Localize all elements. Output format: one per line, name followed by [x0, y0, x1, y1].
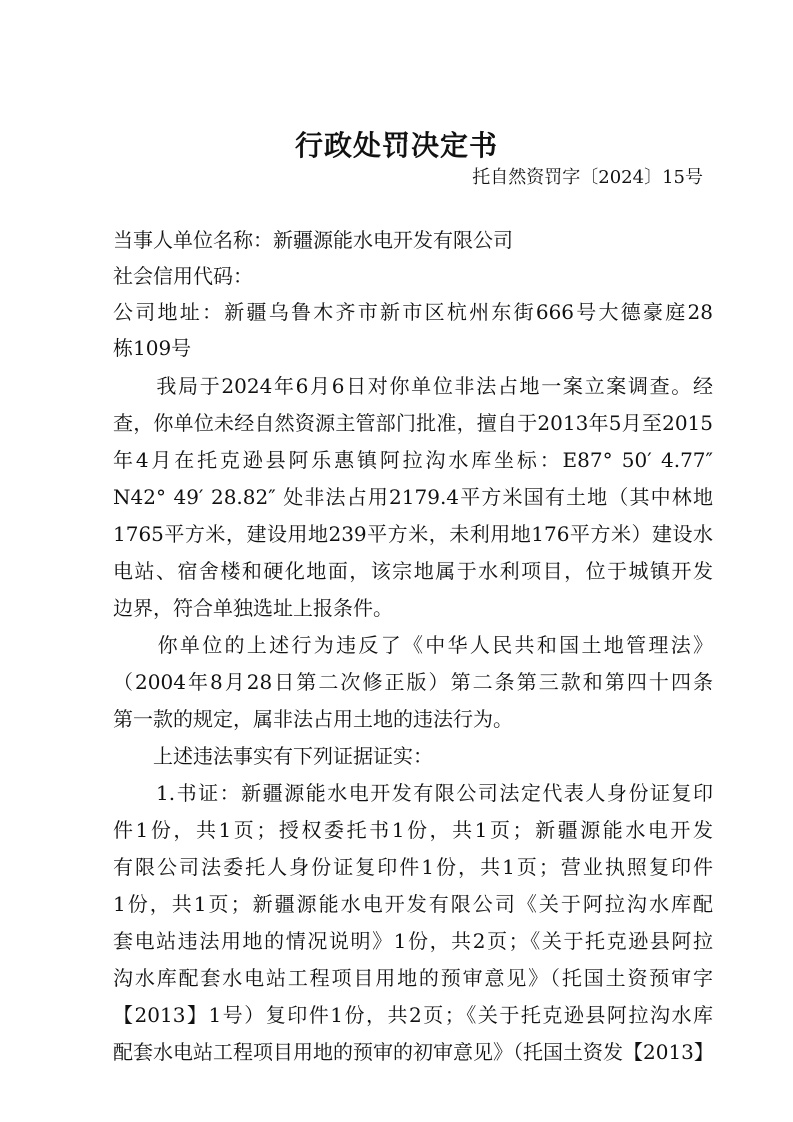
evidence-line: 1.书证：新疆源能水电开发有限公司法定代表人身份证复印 — [113, 781, 713, 805]
body-line: 年4月在托克逊县阿乐惠镇阿拉沟水库坐标：E87° 50′ 4.77″ — [113, 448, 713, 472]
body-line: 你单位的上述行为违反了《中华人民共和国土地管理法》 — [113, 633, 713, 657]
address-line-cont: 栋109号 — [113, 336, 192, 360]
evidence-line: 1份，共1页；新疆源能水电开发有限公司《关于阿拉沟水库配 — [113, 892, 713, 916]
body-line: 1765平方米，建设用地239平方米，未利用地176平方米）建设水 — [113, 522, 713, 546]
party-name-line: 当事人单位名称：新疆源能水电开发有限公司 — [113, 228, 513, 252]
body-line: 我局于2024年6月6日对你单位非法占地一案立案调查。经 — [113, 374, 713, 398]
body-line: 上述违法事实有下列证据证实： — [113, 744, 433, 768]
evidence-line: 有限公司法委托人身份证复印件1份，共1页；营业执照复印件 — [113, 855, 713, 879]
address-line: 公司地址：新疆乌鲁木齐市新市区杭州东街666号大德豪庭28 — [113, 300, 713, 324]
evidence-line: 配套水电站工程项目用地的预审的初审意见》（托国土资发【2013】 — [113, 1040, 714, 1064]
body-line: 电站、宿舍楼和硬化地面，该宗地属于水利项目，位于城镇开发 — [113, 559, 713, 583]
body-line: 查，你单位未经自然资源主管部门批准，擅自于2013年5月至2015 — [113, 411, 713, 435]
evidence-line: 件1份，共1页；授权委托书1份，共1页；新疆源能水电开发 — [113, 818, 713, 842]
evidence-line: 沟水库配套水电站工程项目用地的预审意见》（托国土资预审字 — [113, 966, 713, 990]
body-line: 边界，符合单独选址上报条件。 — [113, 596, 393, 620]
evidence-line: 【2013】1号）复印件1份，共2页；《关于托克逊县阿拉沟水库 — [113, 1003, 713, 1027]
body-line: （2004年8月28日第二次修正版）第二条第三款和第四十四条 — [113, 670, 713, 694]
credit-code-line: 社会信用代码： — [113, 264, 253, 288]
document-title: 行政处罚决定书 — [294, 129, 498, 162]
document-number: 托自然资罚字〔2024〕15号 — [472, 167, 703, 188]
body-line: N42° 49′ 28.82″ 处非法占用2179.4平方米国有土地（其中林地 — [113, 485, 713, 509]
body-line: 第一款的规定，属非法占用土地的违法行为。 — [113, 707, 513, 731]
evidence-line: 套电站违法用地的情况说明》1份，共2页；《关于托克逊县阿拉 — [113, 929, 713, 953]
